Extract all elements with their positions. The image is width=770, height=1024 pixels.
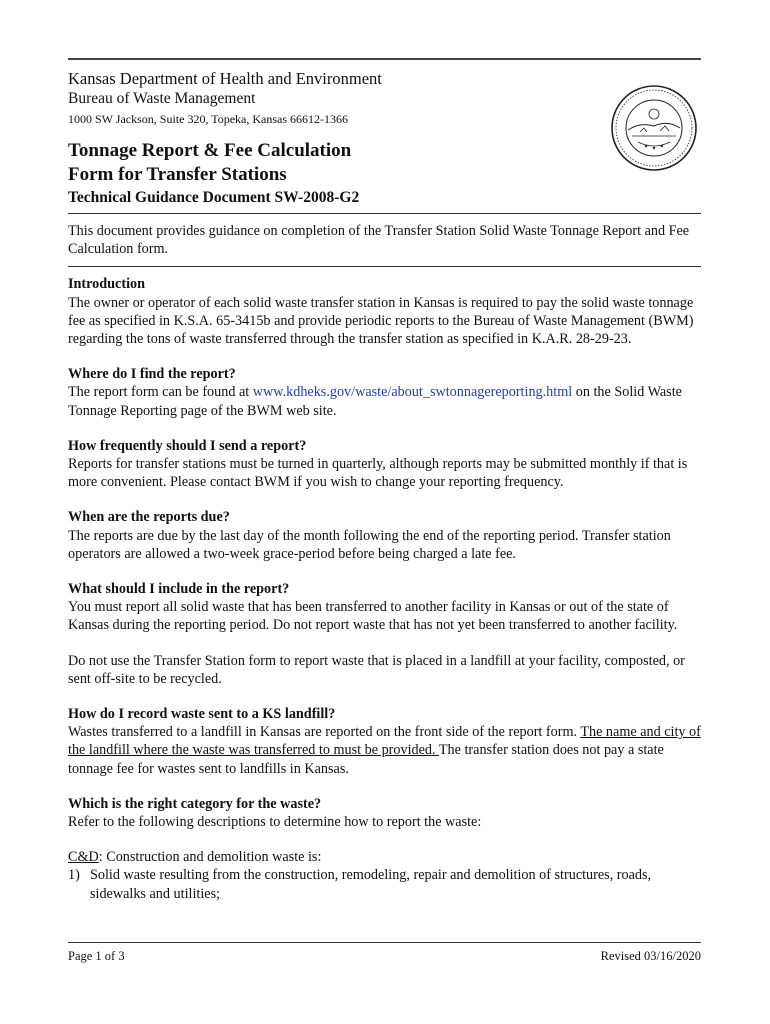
section-cd — [68, 848, 701, 903]
report-form-link[interactable]: www.kdheks.gov/waste/about_swtonnagereporting.html — [252, 384, 573, 401]
section-find-report — [68, 365, 701, 420]
body-text: The transfer station does not pay a state tonnage fee for wastes sent to landfills in Kansas. — [68, 742, 664, 777]
section-due — [68, 508, 701, 563]
body-text: Wastes transferred to a landfill in Kansas are reported on the front side of the report form. — [68, 724, 581, 741]
section-heading: When are the reports due? — [68, 509, 230, 526]
section-introduction — [68, 275, 701, 348]
revision-date: Revised 03/16/2020 — [600, 949, 701, 963]
section-heading: Which is the right category for the waste? — [68, 795, 322, 812]
document-title — [68, 139, 608, 187]
section-heading: How do I record waste sent to a KS landfill? — [68, 706, 336, 723]
document-body — [68, 222, 701, 903]
cd-text: : Construction and demolition waste is: — [98, 849, 322, 866]
agency-address: 1000 SW Jackson, Suite 320, Topeka, Kansas 66612-1366 — [68, 112, 349, 126]
letterhead — [68, 68, 608, 128]
section-heading: Where do I find the report? — [68, 366, 236, 383]
underlined-text: The name and city of the landfill where the waste was transferred to must be provided. — [68, 724, 701, 759]
section-frequency — [68, 437, 701, 492]
list-item — [68, 866, 701, 902]
state-seal-icon — [610, 84, 698, 172]
section-heading: How frequently should I send a report? — [68, 437, 307, 454]
title-line-1: Tonnage Report & Fee Calculation — [68, 140, 352, 161]
list-number: 1) — [68, 867, 80, 884]
document-subtitle: Technical Guidance Document SW-2008-G2 — [68, 189, 360, 206]
section-body — [68, 723, 701, 778]
cd-definition — [68, 848, 701, 866]
section-ks-landfill — [68, 705, 701, 778]
section-category — [68, 795, 701, 831]
body-text: on the Solid Waste Tonnage Reporting page of the BWM web site. — [68, 384, 682, 419]
section-body: Refer to the following descriptions to determine how to report the waste: — [68, 814, 482, 831]
title-rule — [68, 213, 701, 214]
title-line-2: Form for Transfer Stations — [68, 164, 287, 185]
section-body: The reports are due by the last day of the month following the end of the reporting period. Transfer station operators are allowed a two-week grace-period before being charged a late fee. — [68, 527, 671, 562]
section-body: You must report all solid waste that has been transferred to another facility in Kansas or out of the state of Kansas during the reporting period. Do not report waste that has not yet been transferred to another facility. — [68, 599, 678, 634]
section-heading: Introduction — [68, 276, 145, 293]
top-rule — [68, 58, 701, 60]
bureau-name: Bureau of Waste Management — [68, 90, 256, 107]
section-include — [68, 580, 701, 688]
agency-name: Kansas Department of Health and Environment — [68, 69, 382, 88]
section-body: The owner or operator of each solid waste transfer station in Kansas is required to pay the solid waste tonnage fee as specified in K.S.A. 65-3415b and provide periodic reports to the Bureau of Waste Management (BWM) regarding the tons of waste transferred through the transfer station as specified in K.A.R. 28-29-23. — [68, 294, 694, 348]
list-text: Solid waste resulting from the construction, remodeling, repair and demolition of structures, roads, sidewalks and utilities; — [90, 867, 652, 902]
page-footer — [68, 948, 701, 964]
intro-paragraph: This document provides guidance on completion of the Transfer Station Solid Waste Tonnage Report and Fee Calculation form. — [68, 223, 690, 258]
cd-label: C&D — [68, 849, 99, 866]
section-body — [68, 383, 701, 419]
footer-rule — [68, 942, 701, 943]
section-body: Do not use the Transfer Station form to report waste that is placed in a landfill at your facility, composted, or sent off-site to be recycled. — [68, 652, 685, 687]
body-text: The report form can be found at — [68, 384, 253, 401]
section-body: Reports for transfer stations must be turned in quarterly, although reports may be submitted monthly if that is more convenient. Please contact BWM if you wish to change your reporting frequency. — [68, 456, 688, 491]
page-number: Page 1 of 3 — [68, 949, 125, 963]
section-heading: What should I include in the report? — [68, 581, 290, 598]
